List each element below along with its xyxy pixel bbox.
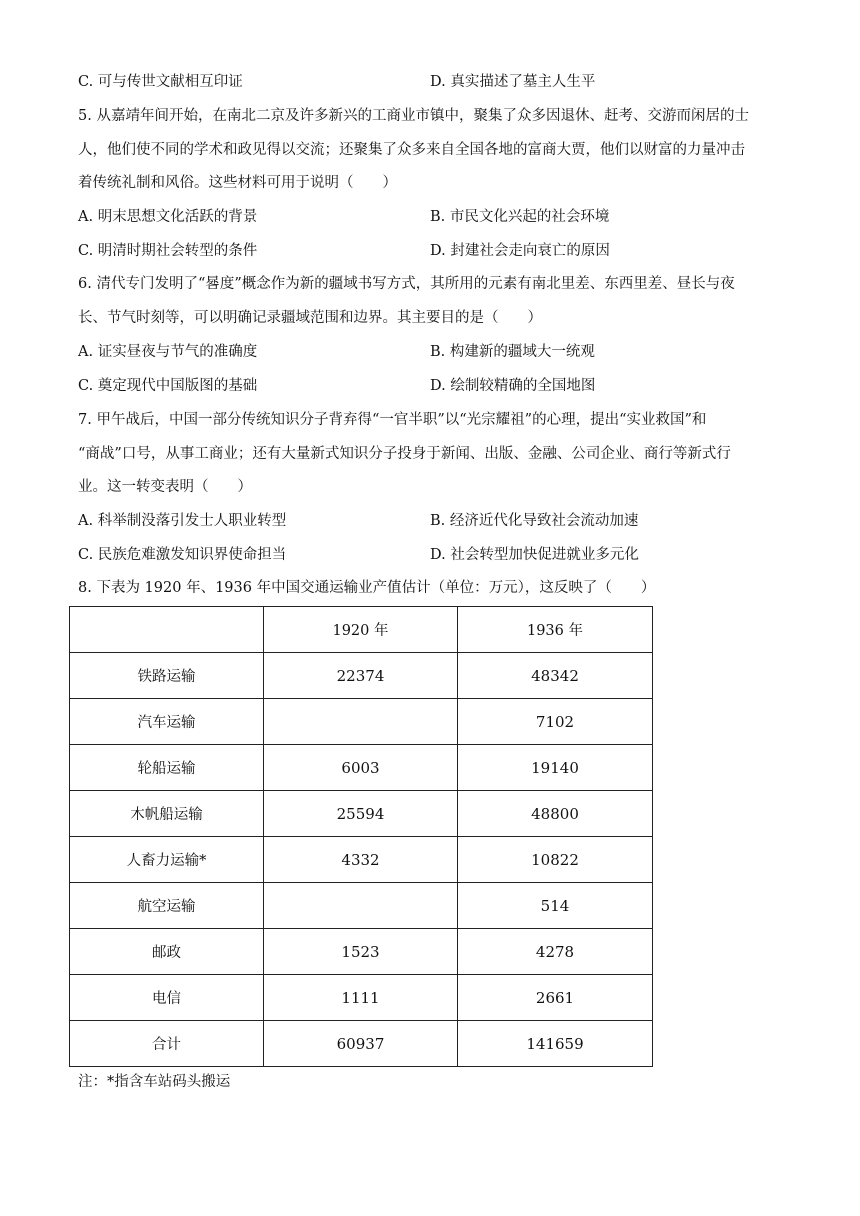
table-cell-1936: 4278: [458, 929, 653, 975]
table-row: [70, 837, 653, 883]
q6-option-a: A. 证实昼夜与节气的准确度: [78, 344, 258, 360]
table-cell-category: 航空运输: [70, 883, 264, 929]
table-cell-category: 轮船运输: [70, 745, 264, 791]
table-cell-1936: 2661: [458, 975, 653, 1021]
table-cell-1936: 10822: [458, 837, 653, 883]
q5-option-d: D. 封建社会走向衰亡的原因: [430, 243, 610, 259]
q7-stem-line2: “商战”口号，从事工商业；还有大量新式知识分子投身于新闻、出版、金融、公司企业、商行等新式行: [78, 446, 731, 462]
table-cell-1936: 48800: [458, 791, 653, 837]
table-row: [70, 653, 653, 699]
q6-stem-line1: 6. 清代专门发明了“晷度”概念作为新的疆域书写方式，其所用的元素有南北里差、东西里差、昼长与夜: [78, 276, 735, 292]
q5-option-a: A. 明末思想文化活跃的背景: [78, 209, 258, 225]
q7-stem-line3: 业。这一转变表明（ ）: [78, 479, 252, 495]
table-cell-1920: [264, 883, 458, 929]
table-footnote: 注：*指含车站码头搬运: [78, 1074, 231, 1090]
q6-stem-line2: 长、节气时刻等，可以明确记录疆域范围和边界。其主要目的是（ ）: [78, 310, 542, 326]
table-cell-1920: 1111: [264, 975, 458, 1021]
table-cell-category: 人畜力运输*: [70, 837, 264, 883]
q5-stem-line2: 人，他们使不同的学术和政见得以交流；还聚集了众多来自全国各地的富商大贾，他们以财富的力量冲击: [78, 142, 745, 158]
table-header-row: [70, 607, 653, 653]
q7-option-a: A. 科举制没落引发士人职业转型: [78, 513, 287, 529]
table-cell-1920: 1523: [264, 929, 458, 975]
table-header-cell: [70, 607, 264, 653]
q6-option-d: D. 绘制较精确的全国地图: [430, 378, 596, 394]
table-header-cell: 1920 年: [264, 607, 458, 653]
table-row: [70, 699, 653, 745]
table-cell-category: 汽车运输: [70, 699, 264, 745]
table-cell-category: 木帆船运输: [70, 791, 264, 837]
q6-option-b: B. 构建新的疆域大一统观: [430, 344, 595, 360]
table-cell-1920: [264, 699, 458, 745]
table-cell-1936: 48342: [458, 653, 653, 699]
q4-option-c: C. 可与传世文献相互印证: [78, 74, 243, 90]
table-cell-1920: 60937: [264, 1021, 458, 1067]
table-row: [70, 745, 653, 791]
q7-stem-line1: 7. 甲午战后，中国一部分传统知识分子背弃得“一官半职”以“光宗耀祖”的心理，提出“实业救国”和: [78, 412, 707, 428]
transport-output-table: [69, 606, 653, 1067]
table-cell-1936: 141659: [458, 1021, 653, 1067]
q5-option-c: C. 明清时期社会转型的条件: [78, 243, 258, 259]
q6-option-c: C. 奠定现代中国版图的基础: [78, 378, 258, 394]
table-cell-category: 合计: [70, 1021, 264, 1067]
q5-option-b: B. 市民文化兴起的社会环境: [430, 209, 610, 225]
table-cell-category: 邮政: [70, 929, 264, 975]
table-cell-1936: 7102: [458, 699, 653, 745]
q5-stem-line3: 着传统礼制和风俗。这些材料可用于说明（ ）: [78, 175, 397, 191]
table-cell-category: 电信: [70, 975, 264, 1021]
q8-stem-line1: 8. 下表为 1920 年、1936 年中国交通运输业产值估计（单位：万元），这反映了（ ）: [78, 580, 656, 596]
table-row-total: [70, 1021, 653, 1067]
table-row: [70, 791, 653, 837]
q7-option-c: C. 民族危难激发知识界使命担当: [78, 547, 287, 563]
table-cell-1920: 6003: [264, 745, 458, 791]
table-header-cell: 1936 年: [458, 607, 653, 653]
table-row: [70, 975, 653, 1021]
table-cell-1920: 4332: [264, 837, 458, 883]
table-cell-1920: 25594: [264, 791, 458, 837]
table-cell-1920: 22374: [264, 653, 458, 699]
q5-stem-line1: 5. 从嘉靖年间开始，在南北二京及许多新兴的工商业市镇中，聚集了众多因退休、赶考、交游而闲居的士: [78, 108, 749, 124]
q7-option-d: D. 社会转型加快促进就业多元化: [430, 547, 639, 563]
table-cell-category: 铁路运输: [70, 653, 264, 699]
table-cell-1936: 19140: [458, 745, 653, 791]
table-row: [70, 883, 653, 929]
q4-option-d: D. 真实描述了墓主人生平: [430, 74, 596, 90]
table-row: [70, 929, 653, 975]
q7-option-b: B. 经济近代化导致社会流动加速: [430, 513, 639, 529]
table-cell-1936: 514: [458, 883, 653, 929]
